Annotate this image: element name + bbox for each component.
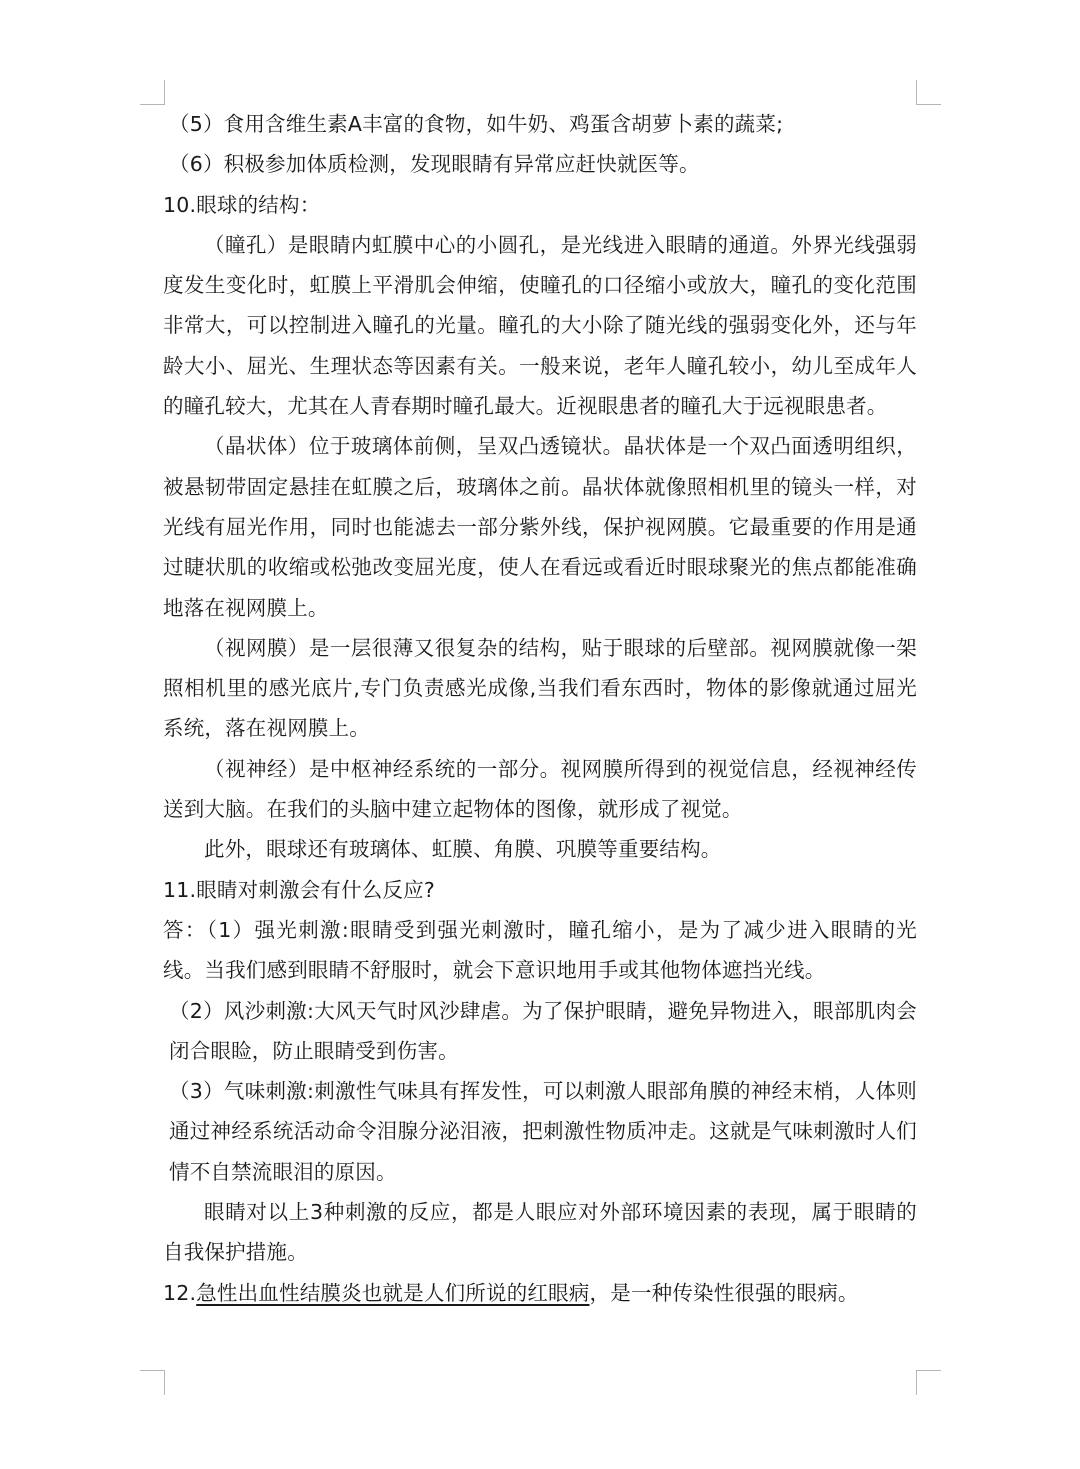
answer-strong-light: 答：（1）强光刺激:眼睛受到强光刺激时，瞳孔缩小，是为了减少进入眼睛的光线。当我们感到眼睛不舒服时，就会下意识地用手或其他物体遮挡光线。 [163,917,917,983]
section-12-underlined-text: 急性出血性结膜炎也就是人们所说的红眼病 [196,1280,590,1305]
section-12-line [163,1273,917,1313]
section-12-number: 12. [163,1280,197,1305]
paragraph-retina: （视网膜）是一层很薄又很复杂的结构，贴于眼球的后壁部。视网膜就像一架照相机里的感光底片,专门负责感光成像,当我们看东西时，物体的影像就通过屈光系统，落在视网膜上。 [163,635,917,741]
answer-odor: （3）气味刺激:刺激性气味具有挥发性，可以刺激人眼部角膜的神经末梢，人体则通过神经系统活动命令泪腺分泌泪液，把刺激性物质冲走。这就是气味刺激时人们情不自禁流眼泪的原因。 [169,1079,917,1184]
page-corner-mark-bottom-right [916,1370,941,1395]
paragraph-lens: （晶状体）位于玻璃体前侧，呈双凸透镜状。晶状体是一个双凸面透明组织，被悬韧带固定悬挂在虹膜之后，玻璃体之前。晶状体就像照相机里的镜头一样，对光线有屈光作用，同时也能滤去一部分紫外线，保护视网膜。它最重要的作用是通过睫状肌的收缩或松弛改变屈光度，使人在看远或看近时眼球聚光的焦点都能准确地落在视网膜上。 [163,434,917,620]
paragraph-summary: 眼睛对以上3种刺激的反应，都是人眼应对外部环境因素的表现，属于眼睛的自我保护措施。 [163,1200,917,1265]
paragraph-other-structures: 此外，眼球还有玻璃体、虹膜、角膜、巩膜等重要结构。 [204,837,722,862]
list-item-5: （5）食用含维生素A丰富的食物，如牛奶、鸡蛋含胡萝卜素的蔬菜; [169,112,784,136]
section-10-heading: 10.眼球的结构： [163,192,321,217]
page-corner-mark-bottom-left [140,1370,165,1395]
answer-wind-sand: （2）风沙刺激:大风天气时风沙肆虐。为了保护眼睛，避免异物进入，眼部肌肉会闭合眼睑，防止眼睛受到伤害。 [169,998,917,1063]
section-12-rest-text: ，是一种传染性很强的眼病。 [589,1280,859,1305]
page-corner-mark-top-left [140,80,165,105]
paragraph-optic-nerve: （视神经）是中枢神经系统的一部分。视网膜所得到的视觉信息，经视神经传送到大脑。在我们的头脑中建立起物体的图像，就形成了视觉。 [163,756,917,822]
document-body [163,104,917,1313]
section-11-heading: 11.眼睛对刺激会有什么反应? [163,877,435,902]
page-corner-mark-top-right [916,80,941,105]
paragraph-pupil: （瞳孔）是眼睛内虹膜中心的小圆孔，是光线进入眼睛的通道。外界光线强弱度发生变化时，虹膜上平滑肌会伸缩，使瞳孔的口径缩小或放大，瞳孔的变化范围非常大，可以控制进入瞳孔的光量。瞳孔的大小除了随光线的强弱变化外，还与年龄大小、屈光、生理状态等因素有关。一般来说，老年人瞳孔较小，幼儿至成年人的瞳孔较大，尤其在人青春期时瞳孔最大。近视眼患者的瞳孔大于远视眼患者。 [163,232,917,419]
list-item-6: （6）积极参加体质检测，发现眼睛有异常应赶快就医等。 [169,152,700,177]
